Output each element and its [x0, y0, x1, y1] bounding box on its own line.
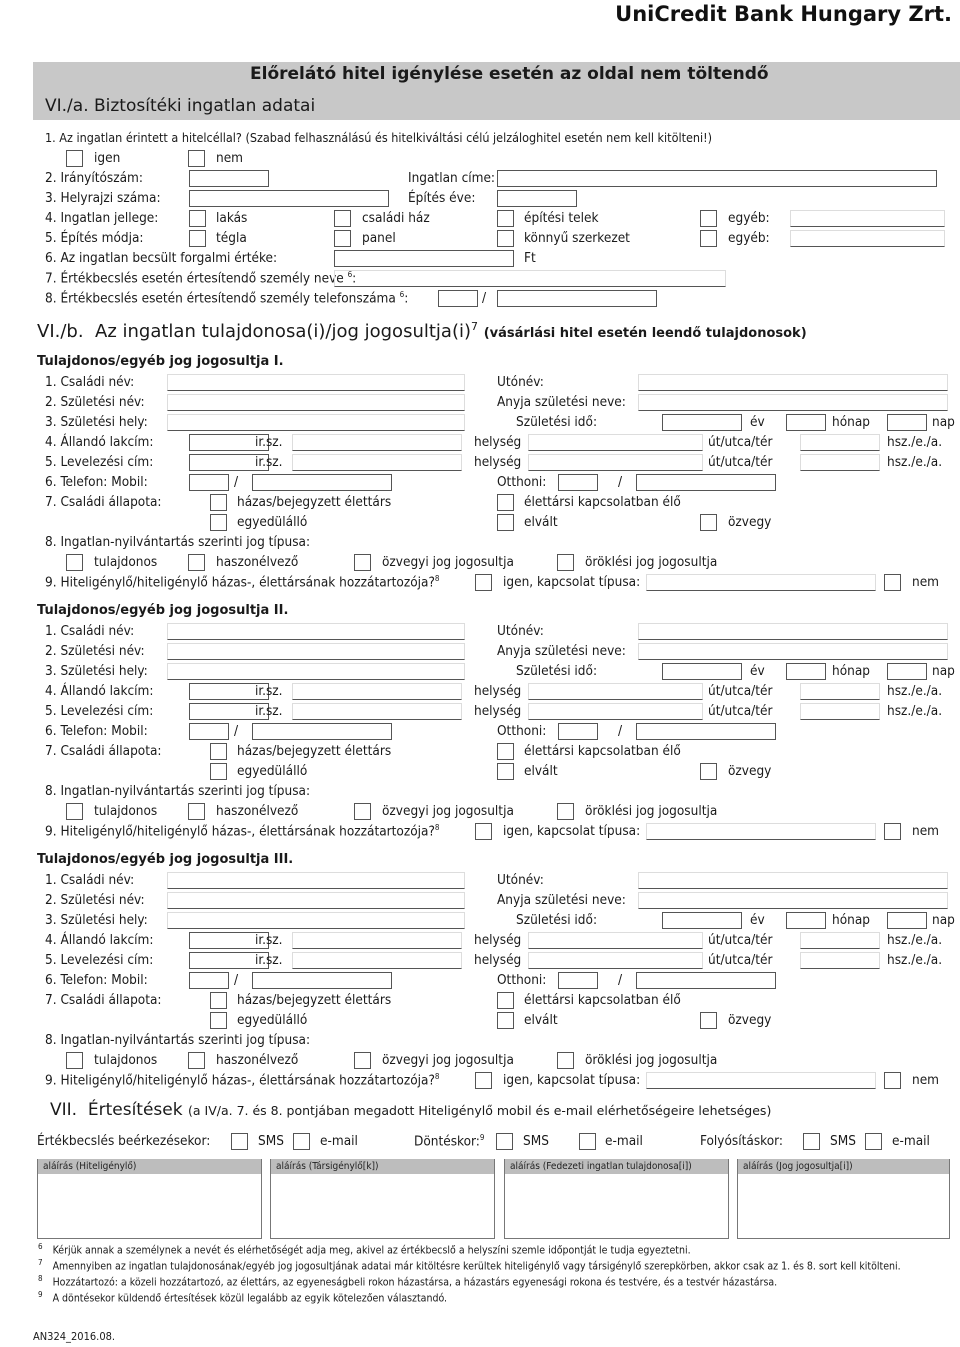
- owner-1-tulajdonos-checkbox[interactable]: [66, 554, 83, 571]
- owner-1-birth-year-input[interactable]: [662, 414, 742, 431]
- igen-label: igen: [94, 150, 121, 166]
- owner-3-mobile-prefix-input[interactable]: [189, 972, 229, 989]
- owner-2-utca-label: út/utca/tér: [708, 683, 773, 699]
- owner-3-mail-city-input[interactable]: [292, 952, 462, 969]
- owner-2-family-name-label: 1. Családi név:: [45, 623, 135, 639]
- csaladi-haz-label: családi ház: [362, 210, 430, 226]
- owner-3-haszon-checkbox[interactable]: [188, 1052, 205, 1069]
- owner-2-egyedulallo-checkbox[interactable]: [210, 763, 227, 780]
- owner-1-ozvegyi-checkbox[interactable]: [354, 554, 371, 571]
- footnote-6: $^6$ Kérjük annak a személynek a nevét és elérhetőségét adja meg, akivel az értékbecslő a helyszíni szemle időpontját le tudja egyeztetni.: [38, 1242, 691, 1257]
- owner-2-elettarsi-label: élettársi kapcsolatban élő: [524, 743, 681, 759]
- q7-label: 7. Értékbecslés esetén értesítendő személy neve $^6$:: [45, 270, 357, 287]
- egyeb-checkbox[interactable]: [700, 210, 717, 227]
- egyeb-input[interactable]: [790, 210, 945, 227]
- owner-3-mail-hsz-label: hsz./e./a.: [887, 952, 943, 968]
- owner-2-relative-yes-checkbox[interactable]: [475, 823, 492, 840]
- owner-1-mobile-slash: /: [234, 474, 239, 490]
- slash: /: [482, 290, 487, 306]
- owner-2-haszon-checkbox[interactable]: [188, 803, 205, 820]
- owner-1-utca-label: út/utca/tér: [708, 434, 773, 450]
- panel-label: panel: [362, 230, 396, 246]
- contact-phone-input[interactable]: [497, 290, 657, 307]
- owner-3-right-type-label: 8. Ingatlan-nyilvántartás szerinti jog típusa:: [45, 1032, 311, 1048]
- owner-1-irsz-label: ir.sz.: [255, 434, 283, 450]
- owner-3-family-name-input[interactable]: [167, 872, 465, 889]
- owner-3-orokles-checkbox[interactable]: [557, 1052, 574, 1069]
- signature-label-3: aláírás (Fedezeti ingatlan tulajdonosa[i]): [505, 1159, 728, 1174]
- owner-1-mother-name-label: Anyja születési neve:: [497, 394, 626, 410]
- csaladi-haz-checkbox[interactable]: [334, 210, 351, 227]
- owner-1-hsz-label: hsz./e./a.: [887, 434, 943, 450]
- owner-1-birth-name-label: 2. Születési név:: [45, 394, 145, 410]
- owner-2-ozvegy-checkbox[interactable]: [700, 763, 717, 780]
- owner-3-orokles-label: öröklési jog jogosultja: [585, 1052, 718, 1068]
- nem-label: nem: [216, 150, 244, 166]
- owner-3-elettarsi-label: élettársi kapcsolatban élő: [524, 992, 681, 1008]
- owner-1-mail-irsz-label: ir.sz.: [255, 454, 283, 470]
- dont-sms-label: SMS: [523, 1133, 549, 1149]
- owner-2-mail-address-label: 5. Levelezési cím:: [45, 703, 154, 719]
- owner-3-family-name-label: 1. Családi név:: [45, 872, 135, 888]
- owner-2-honap-label: hónap: [832, 663, 870, 679]
- owner-3-mail-street-input[interactable]: [528, 952, 703, 969]
- owner-1-heading: Tulajdonos/egyéb jog jogosultja I.: [37, 354, 284, 369]
- lakas-checkbox[interactable]: [189, 210, 206, 227]
- owner-3-home-slash: /: [618, 972, 623, 988]
- owner-2-home-input[interactable]: [636, 723, 776, 740]
- signature-box-3[interactable]: [504, 1159, 729, 1239]
- owner-3-relative-no-checkbox[interactable]: [884, 1072, 901, 1089]
- zip-input[interactable]: [189, 170, 269, 187]
- owner-2-mail-irsz-label: ir.sz.: [255, 703, 283, 719]
- owner-3-birth-name-input[interactable]: [167, 892, 465, 909]
- q2-label: 2. Irányítószám:: [45, 170, 143, 186]
- owner-3-mail-address-label: 5. Levelezési cím:: [45, 952, 154, 968]
- owner-1-marital-label: 7. Családi állapota:: [45, 494, 162, 510]
- owner-3-phone-label: 6. Telefon: Mobil:: [45, 972, 148, 988]
- address-input[interactable]: [497, 170, 937, 187]
- signature-label-2: aláírás (Társigénylő[k]): [271, 1159, 494, 1174]
- owner-1-elvalt-checkbox[interactable]: [497, 514, 514, 531]
- owner-2-birth-year-input[interactable]: [662, 663, 742, 680]
- owner-3-hazas-label: házas/bejegyzett élettárs: [237, 992, 392, 1008]
- q1-label: 1. Az ingatlan érintett a hitelcéllal? (Szabad felhasználású és hitelkiváltási célú jelzáloghitel esetén nem kell kitölteni!): [45, 130, 713, 145]
- ert-label: Értékbecslés beérkezésekor:: [37, 1133, 211, 1149]
- ert-email-label: e-mail: [320, 1133, 358, 1149]
- owner-3-relative-label: 9. Hiteligénylő/hiteligénylő házas-, élettársának hozzátartozója?$^8$: [45, 1072, 440, 1089]
- foly-email-checkbox[interactable]: [865, 1133, 882, 1150]
- owner-3-tulajdonos-checkbox[interactable]: [66, 1052, 83, 1069]
- owner-3-birth-day-input[interactable]: [887, 912, 927, 929]
- owner-1-relative-type-label: igen, kapcsolat típusa:: [503, 574, 641, 590]
- owner-2-relative-label: 9. Hiteligénylő/hiteligénylő házas-, élettársának hozzátartozója?$^8$: [45, 823, 440, 840]
- q6-label: 6. Az ingatlan becsült forgalmi értéke:: [45, 250, 278, 266]
- footnote-8: $^8$ Hozzátartozó: a közeli hozzátartozó, az élettárs, az egyeneságbeli rokon házastársa, a házastárs egyenesági rokona és testvére, és a testvér házastársa.: [38, 1274, 778, 1289]
- owner-2-hazas-checkbox[interactable]: [210, 743, 227, 760]
- owner-1-address-label: 4. Állandó lakcím:: [45, 434, 154, 450]
- owner-2-relative-no-label: nem: [912, 823, 940, 839]
- owner-1-mobile-input[interactable]: [252, 474, 392, 491]
- owner-3-birth-place-input[interactable]: [167, 912, 465, 929]
- owner-2-right-type-label: 8. Ingatlan-nyilvántartás szerinti jog típusa:: [45, 783, 311, 799]
- owner-1-mail-hsz-label: hsz./e./a.: [887, 454, 943, 470]
- owner-2-first-name-label: Utónév:: [497, 623, 544, 639]
- egyeb2-label: egyéb:: [728, 230, 770, 246]
- owner-1-address-city-input[interactable]: [292, 434, 462, 451]
- owner-2-relative-type-label: igen, kapcsolat típusa:: [503, 823, 641, 839]
- owner-3-relative-yes-checkbox[interactable]: [475, 1072, 492, 1089]
- konnyu-checkbox[interactable]: [497, 230, 514, 247]
- owner-2-birth-name-label: 2. Születési név:: [45, 643, 145, 659]
- owner-3-hazas-checkbox[interactable]: [210, 992, 227, 1009]
- foly-sms-checkbox[interactable]: [803, 1133, 820, 1150]
- owner-2-relative-type-input[interactable]: [646, 823, 876, 840]
- panel-checkbox[interactable]: [334, 230, 351, 247]
- owner-3-mobile-input[interactable]: [252, 972, 392, 989]
- owner-1-ev-label: év: [750, 414, 765, 430]
- egyeb2-checkbox[interactable]: [700, 230, 717, 247]
- owner-3-honap-label: hónap: [832, 912, 870, 928]
- telek-checkbox[interactable]: [497, 210, 514, 227]
- egyeb2-input[interactable]: [790, 230, 945, 247]
- build-year-input[interactable]: [497, 190, 577, 207]
- lakas-label: lakás: [216, 210, 248, 226]
- owner-1-ozvegyi-label: özvegyi jog jogosultja: [382, 554, 514, 570]
- igen-checkbox[interactable]: [66, 150, 83, 167]
- owner-1-honap-label: hónap: [832, 414, 870, 430]
- owner-3-ozvegyi-checkbox[interactable]: [354, 1052, 371, 1069]
- tegla-checkbox[interactable]: [189, 230, 206, 247]
- dont-email-checkbox[interactable]: [579, 1133, 596, 1150]
- owner-2-marital-label: 7. Családi állapota:: [45, 743, 162, 759]
- owner-2-relative-no-checkbox[interactable]: [884, 823, 901, 840]
- owner-1-first-name-input[interactable]: [638, 374, 948, 391]
- owner-3-elvalt-label: elvált: [524, 1012, 558, 1028]
- owner-2-egyedulallo-label: egyedülálló: [237, 763, 308, 779]
- owner-2-ozvegyi-checkbox[interactable]: [354, 803, 371, 820]
- owner-2-elettarsi-checkbox[interactable]: [497, 743, 514, 760]
- build-year-label: Építés éve:: [408, 190, 476, 206]
- telek-label: építési telek: [524, 210, 599, 226]
- owner-3-ev-label: év: [750, 912, 765, 928]
- owner-3-address-hsz-input[interactable]: [800, 932, 880, 949]
- owner-1-elettarsi-label: élettársi kapcsolatban élő: [524, 494, 681, 510]
- owner-3-birth-year-input[interactable]: [662, 912, 742, 929]
- owner-3-birth-name-label: 2. Születési név:: [45, 892, 145, 908]
- owner-3-heading: Tulajdonos/egyéb jog jogosultja III.: [37, 852, 294, 867]
- owner-1-haszon-label: haszonélvező: [216, 554, 299, 570]
- owner-3-first-name-label: Utónév:: [497, 872, 544, 888]
- owner-3-home-input[interactable]: [636, 972, 776, 989]
- owner-2-ozvegyi-label: özvegyi jog jogosultja: [382, 803, 514, 819]
- owner-2-haszon-label: haszonélvező: [216, 803, 299, 819]
- konnyu-label: könnyű szerkezet: [524, 230, 630, 246]
- owner-3-mother-name-input[interactable]: [638, 892, 948, 909]
- dont-label: Döntéskor:$^9$: [414, 1133, 485, 1150]
- owner-3-mail-irsz-label: ir.sz.: [255, 952, 283, 968]
- owner-2-heading: Tulajdonos/egyéb jog jogosultja II.: [37, 603, 289, 618]
- owner-3-ozvegy-label: özvegy: [728, 1012, 772, 1028]
- contact-phone-prefix[interactable]: [438, 290, 478, 307]
- address-label: Ingatlan címe:: [408, 170, 496, 186]
- owner-2-hazas-label: házas/bejegyzett élettárs: [237, 743, 392, 759]
- owner-1-home-prefix-input[interactable]: [558, 474, 598, 491]
- dont-sms-checkbox[interactable]: [496, 1133, 513, 1150]
- footnote-7: $^7$ Amennyiben az ingatlan tulajdonosának/egyéb jog jogosultjának adatai már kitöltésre kerültek hiteligénylő vagy társigénylő szerepkörben, akkor csak az 1. és 8. sort kell kitölteni.: [38, 1258, 901, 1273]
- owner-2-home-prefix-input[interactable]: [558, 723, 598, 740]
- owner-1-egyedulallo-checkbox[interactable]: [210, 514, 227, 531]
- owner-1-ozvegy-checkbox[interactable]: [700, 514, 717, 531]
- owner-1-relative-label: 9. Hiteligénylő/hiteligénylő házas-, élettársának hozzátartozója?$^8$: [45, 574, 440, 591]
- owner-2-helyseg-label: helység: [474, 683, 522, 699]
- owner-2-birth-date-label: Születési idő:: [516, 663, 598, 679]
- owner-3-mail-utca-label: út/utca/tér: [708, 952, 773, 968]
- owner-2-orokles-checkbox[interactable]: [557, 803, 574, 820]
- owner-3-elvalt-checkbox[interactable]: [497, 1012, 514, 1029]
- owner-2-address-city-input[interactable]: [292, 683, 462, 700]
- owner-1-egyedulallo-label: egyedülálló: [237, 514, 308, 530]
- owner-2-mother-name-input[interactable]: [638, 643, 948, 660]
- owner-3-relative-no-label: nem: [912, 1072, 940, 1088]
- owner-1-ozvegy-label: özvegy: [728, 514, 772, 530]
- owner-1-mail-hsz-input[interactable]: [800, 454, 880, 471]
- owner-2-birth-month-input[interactable]: [786, 663, 826, 680]
- doc-code: AN324_2016.08.: [33, 1330, 116, 1343]
- hrsz-input[interactable]: [189, 190, 389, 207]
- owner-2-birth-name-input[interactable]: [167, 643, 465, 660]
- owner-3-utca-label: út/utca/tér: [708, 932, 773, 948]
- owner-2-mail-hsz-input[interactable]: [800, 703, 880, 720]
- owner-1-mail-address-label: 5. Levelezési cím:: [45, 454, 154, 470]
- foly-email-label: e-mail: [892, 1133, 930, 1149]
- owner-3-egyedulallo-checkbox[interactable]: [210, 1012, 227, 1029]
- owner-1-helyseg-label: helység: [474, 434, 522, 450]
- owner-2-mail-hsz-label: hsz./e./a.: [887, 703, 943, 719]
- owner-1-relative-yes-checkbox[interactable]: [475, 574, 492, 591]
- dont-email-label: e-mail: [605, 1133, 643, 1149]
- owner-3-haszon-label: haszonélvező: [216, 1052, 299, 1068]
- owner-3-mother-name-label: Anyja születési neve:: [497, 892, 626, 908]
- owner-1-first-name-label: Utónév:: [497, 374, 544, 390]
- contact-name-input[interactable]: [334, 270, 726, 287]
- owner-3-ozvegy-checkbox[interactable]: [700, 1012, 717, 1029]
- owner-2-elvalt-label: elvált: [524, 763, 558, 779]
- value-input[interactable]: [334, 250, 514, 267]
- owner-2-home-slash: /: [618, 723, 623, 739]
- ert-sms-checkbox[interactable]: [231, 1133, 248, 1150]
- owner-1-mail-city-input[interactable]: [292, 454, 462, 471]
- owner-2-ev-label: év: [750, 663, 765, 679]
- owner-3-hsz-label: hsz./e./a.: [887, 932, 943, 948]
- owner-1-home-label: Otthoni:: [497, 474, 547, 490]
- owner-2-mobile-slash: /: [234, 723, 239, 739]
- foly-label: Folyósításkor:: [700, 1133, 783, 1149]
- signature-box-2[interactable]: [270, 1159, 495, 1239]
- q3-label: 3. Helyrajzi száma:: [45, 190, 161, 206]
- owner-1-relative-no-label: nem: [912, 574, 940, 590]
- owner-1-tulajdonos-label: tulajdonos: [94, 554, 158, 570]
- section-vii: VII. Értesítések (a IV/a. 7. és 8. pontjában megadott Hiteligénylő mobil és e-mail elérhetőségeire lehetséges): [50, 1100, 772, 1120]
- owner-1-relative-no-checkbox[interactable]: [884, 574, 901, 591]
- owner-1-mail-helyseg-label: helység: [474, 454, 522, 470]
- owner-2-mobile-prefix-input[interactable]: [189, 723, 229, 740]
- owner-1-address-street-input[interactable]: [528, 434, 703, 451]
- q4-label: 4. Ingatlan jellege:: [45, 210, 159, 226]
- owner-1-birth-date-label: Születési idő:: [516, 414, 598, 430]
- owner-2-mail-utca-label: út/utca/tér: [708, 703, 773, 719]
- owner-1-orokles-checkbox[interactable]: [557, 554, 574, 571]
- owner-3-birth-date-label: Születési idő:: [516, 912, 598, 928]
- owner-1-relative-type-input[interactable]: [646, 574, 876, 591]
- owner-2-ozvegy-label: özvegy: [728, 763, 772, 779]
- owner-2-tulajdonos-label: tulajdonos: [94, 803, 158, 819]
- nem-checkbox[interactable]: [188, 150, 205, 167]
- owner-2-family-name-input[interactable]: [167, 623, 465, 640]
- footnote-9: $^9$ A döntésekor küldendő értesítések közül legalább az egyik kötelezően választandó.: [38, 1290, 448, 1305]
- owner-3-address-city-input[interactable]: [292, 932, 462, 949]
- owner-2-orokles-label: öröklési jog jogosultja: [585, 803, 718, 819]
- owner-1-home-slash: /: [618, 474, 623, 490]
- owner-1-right-type-label: 8. Ingatlan-nyilvántartás szerinti jog típusa:: [45, 534, 311, 550]
- owner-1-birth-day-input[interactable]: [887, 414, 927, 431]
- owner-1-home-input[interactable]: [636, 474, 776, 491]
- band-title: Előrelátó hitel igénylése esetén az oldal nem töltendő: [250, 64, 769, 84]
- owner-3-nap-label: nap: [932, 912, 955, 928]
- signature-box-1[interactable]: [37, 1159, 262, 1239]
- owner-2-birth-day-input[interactable]: [887, 663, 927, 680]
- owner-3-relative-type-input[interactable]: [646, 1072, 876, 1089]
- signature-box-4[interactable]: [737, 1159, 950, 1239]
- section-b-title: VI./b. Az ingatlan tulajdonosa(i)/jog jogosultja(i)$^7$ (vásárlási hitel esetén leendő tulajdonosok): [37, 320, 807, 342]
- owner-3-irsz-label: ir.sz.: [255, 932, 283, 948]
- q8-label: 8. Értékbecslés esetén értesítendő személy telefonszáma $^6$:: [45, 290, 409, 307]
- owner-2-address-hsz-input[interactable]: [800, 683, 880, 700]
- signature-label-1: aláírás (Hiteligénylő): [38, 1159, 261, 1174]
- owner-2-mail-city-input[interactable]: [292, 703, 462, 720]
- owner-1-mail-street-input[interactable]: [528, 454, 703, 471]
- owner-2-elvalt-checkbox[interactable]: [497, 763, 514, 780]
- ert-sms-label: SMS: [258, 1133, 284, 1149]
- owner-1-elvalt-label: elvált: [524, 514, 558, 530]
- owner-2-mother-name-label: Anyja születési neve:: [497, 643, 626, 659]
- owner-3-first-name-input[interactable]: [638, 872, 948, 889]
- owner-1-nap-label: nap: [932, 414, 955, 430]
- owner-2-address-label: 4. Állandó lakcím:: [45, 683, 154, 699]
- owner-3-mobile-slash: /: [234, 972, 239, 988]
- owner-2-birth-place-input[interactable]: [167, 663, 465, 680]
- owner-1-hazas-label: házas/bejegyzett élettárs: [237, 494, 392, 510]
- owner-3-elettarsi-checkbox[interactable]: [497, 992, 514, 1009]
- owner-2-home-label: Otthoni:: [497, 723, 547, 739]
- section-a-title: VI./a. Biztosítéki ingatlan adatai: [45, 96, 316, 116]
- owner-2-nap-label: nap: [932, 663, 955, 679]
- owner-2-phone-label: 6. Telefon: Mobil:: [45, 723, 148, 739]
- owner-1-orokles-label: öröklési jog jogosultja: [585, 554, 718, 570]
- owner-3-mail-hsz-input[interactable]: [800, 952, 880, 969]
- owner-2-address-street-input[interactable]: [528, 683, 703, 700]
- owner-3-egyedulallo-label: egyedülálló: [237, 1012, 308, 1028]
- ert-email-checkbox[interactable]: [293, 1133, 310, 1150]
- owner-3-marital-label: 7. Családi állapota:: [45, 992, 162, 1008]
- owner-2-mobile-input[interactable]: [252, 723, 392, 740]
- owner-2-irsz-label: ir.sz.: [255, 683, 283, 699]
- owner-1-hazas-checkbox[interactable]: [210, 494, 227, 511]
- owner-1-elettarsi-checkbox[interactable]: [497, 494, 514, 511]
- owner-3-helyseg-label: helység: [474, 932, 522, 948]
- q5-label: 5. Építés módja:: [45, 230, 144, 246]
- owner-1-mobile-prefix-input[interactable]: [189, 474, 229, 491]
- owner-1-birth-month-input[interactable]: [786, 414, 826, 431]
- owner-1-haszon-checkbox[interactable]: [188, 554, 205, 571]
- tegla-label: tégla: [216, 230, 247, 246]
- owner-2-hsz-label: hsz./e./a.: [887, 683, 943, 699]
- signature-label-4: aláírás (Jog jogosultja[i]): [738, 1159, 949, 1174]
- owner-1-birth-place-label: 3. Születési hely:: [45, 414, 148, 430]
- owner-3-home-label: Otthoni:: [497, 972, 547, 988]
- owner-2-first-name-input[interactable]: [638, 623, 948, 640]
- bank-name: UniCredit Bank Hungary Zrt.: [615, 2, 952, 26]
- owner-1-birth-name-input[interactable]: [167, 394, 465, 411]
- owner-3-home-prefix-input[interactable]: [558, 972, 598, 989]
- owner-3-address-label: 4. Állandó lakcím:: [45, 932, 154, 948]
- foly-sms-label: SMS: [830, 1133, 856, 1149]
- owner-3-ozvegyi-label: özvegyi jog jogosultja: [382, 1052, 514, 1068]
- owner-1-address-hsz-input[interactable]: [800, 434, 880, 451]
- owner-1-birth-place-input[interactable]: [167, 414, 465, 431]
- owner-3-tulajdonos-label: tulajdonos: [94, 1052, 158, 1068]
- owner-3-address-street-input[interactable]: [528, 932, 703, 949]
- owner-1-family-name-label: 1. Családi név:: [45, 374, 135, 390]
- owner-2-birth-place-label: 3. Születési hely:: [45, 663, 148, 679]
- owner-3-birth-month-input[interactable]: [786, 912, 826, 929]
- owner-2-tulajdonos-checkbox[interactable]: [66, 803, 83, 820]
- owner-1-phone-label: 6. Telefon: Mobil:: [45, 474, 148, 490]
- owner-1-mail-utca-label: út/utca/tér: [708, 454, 773, 470]
- owner-2-mail-helyseg-label: helység: [474, 703, 522, 719]
- owner-3-mail-helyseg-label: helység: [474, 952, 522, 968]
- owner-1-family-name-input[interactable]: [167, 374, 465, 391]
- owner-3-relative-type-label: igen, kapcsolat típusa:: [503, 1072, 641, 1088]
- egyeb-label: egyéb:: [728, 210, 770, 226]
- owner-1-mother-name-input[interactable]: [638, 394, 948, 411]
- ft-label: Ft: [524, 250, 536, 266]
- owner-2-mail-street-input[interactable]: [528, 703, 703, 720]
- owner-3-birth-place-label: 3. Születési hely:: [45, 912, 148, 928]
